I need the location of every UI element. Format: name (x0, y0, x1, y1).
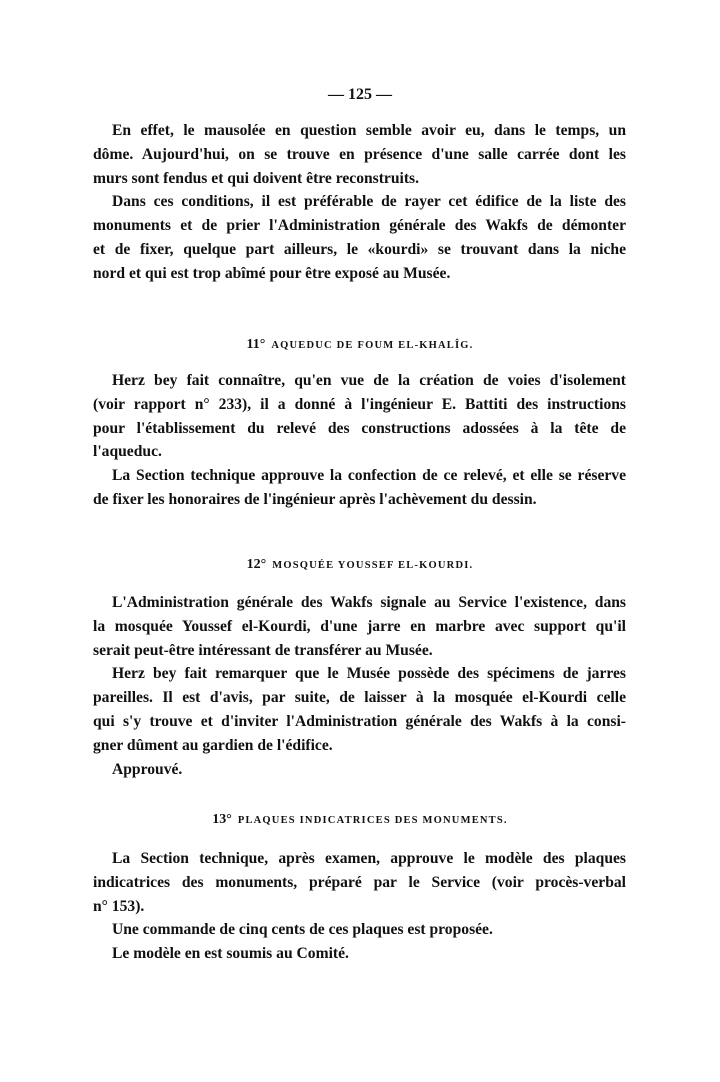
text-line: La Section technique, après examen, approuve le modèle des plaques (112, 850, 626, 867)
text-line: gner dûment au gardien de l'édifice. (93, 736, 333, 754)
text-line: indicatrices des monuments, préparé par le Service (voir procès-verbal (93, 873, 626, 891)
text-line: pour l'établissement du relevé des constructions adossées à la tête de (93, 419, 626, 437)
text-line: Le modèle en est soumis au Comité. (112, 945, 349, 963)
section-plaques-text (93, 847, 626, 966)
text-line: murs sont fendus et qui doivent être reconstruits. (93, 169, 420, 187)
section-number: 13° (212, 812, 232, 827)
section-heading-11 (0, 337, 720, 353)
text-line: Dans ces conditions, il est préférable de rayer cet édifice de la liste des (112, 193, 626, 211)
text-line: pareilles. Il est d'avis, par suite, de laisser à la mosquée el-Kourdi celle (93, 689, 626, 707)
text-line: et de fixer, quelque part ailleurs, le «kourdi» se trouvant dans la niche (93, 240, 626, 258)
text-line: la mosquée Youssef el-Kourdi, d'une jarre en marbre avec support qu'il (93, 617, 626, 635)
section-number: 12° (246, 557, 267, 572)
text-line: l'aqueduc. (93, 443, 162, 461)
text-line: La Section technique approuve la confection de ce relevé, et elle se réserve (112, 467, 626, 485)
text-line: En effet, le mausolée en question semble avoir eu, dans le temps, un (112, 122, 626, 139)
text-line: serait peut-être intéressant de transférer au Musée. (93, 641, 433, 659)
section-title: AQUEDUC DE FOUM EL-KHALÎG. (271, 340, 474, 351)
section-aqueduc-text (93, 369, 626, 512)
text-line: Herz bey fait remarquer que le Musée possède des spécimens de jarres (112, 665, 626, 683)
section-mausoleum-text (93, 119, 626, 286)
text-line: (voir rapport n° 233), il a donné à l'ingénieur E. Battiti des instructions (93, 395, 626, 413)
text-line: nord et qui est trop abîmé pour être exposé au Musée. (93, 264, 451, 282)
text-line: Herz bey fait connaître, qu'en vue de la création de voies d'isolement (112, 372, 626, 389)
text-line: Une commande de cinq cents de ces plaques est proposée. (112, 921, 493, 939)
section-title: PLAQUES INDICATRICES DES MONUMENTS. (237, 815, 508, 826)
text-line: n° 153). (93, 897, 145, 915)
text-line: L'Administration générale des Wakfs signale au Service l'existence, dans (112, 594, 626, 611)
section-number: 11° (246, 337, 266, 352)
section-heading-13 (0, 812, 720, 828)
text-line: de fixer les honoraires de l'ingénieur après l'achèvement du dessin. (93, 490, 537, 508)
section-title: MOSQUÉE YOUSSEF EL-KOURDI. (272, 560, 474, 571)
section-mosque-text (93, 591, 626, 781)
text-line: dôme. Aujourd'hui, on se trouve en présence d'une salle carrée dont les (93, 145, 626, 163)
page-number: — 125 — (328, 86, 392, 103)
text-line: monuments et de prier l'Administration générale des Wakfs de démonter (93, 217, 626, 235)
text-line: qui s'y trouve et d'inviter l'Administration générale des Wakfs à la consi- (93, 712, 626, 730)
text-line: Approuvé. (112, 760, 183, 778)
section-heading-12 (0, 557, 720, 573)
